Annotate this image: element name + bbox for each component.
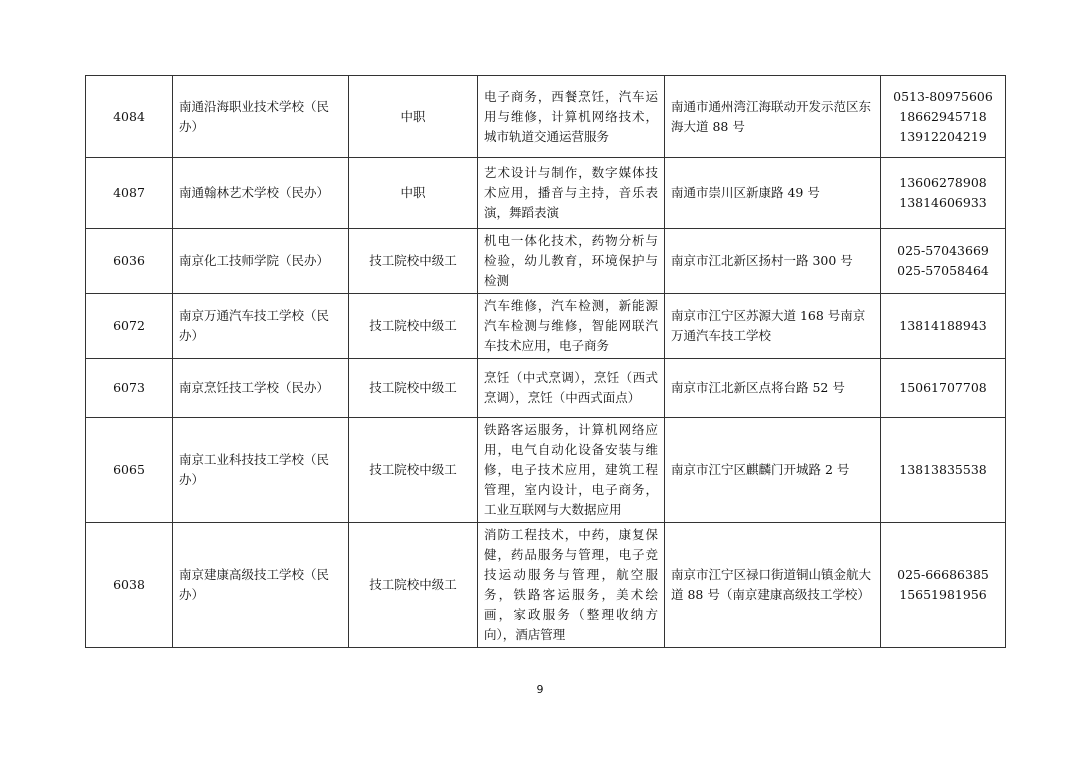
phone-number: 025-57043669 bbox=[897, 243, 989, 258]
school-name: 南京建康高级技工学校（民办） bbox=[173, 523, 349, 648]
school-code: 6073 bbox=[86, 359, 173, 418]
school-phones bbox=[881, 158, 1006, 229]
school-phones bbox=[881, 418, 1006, 523]
school-phones bbox=[881, 523, 1006, 648]
phone-number: 13912204219 bbox=[899, 128, 987, 144]
phone-number: 13814188943 bbox=[899, 318, 987, 333]
school-code: 6072 bbox=[86, 294, 173, 359]
table-row bbox=[86, 418, 1006, 523]
table-row bbox=[86, 229, 1006, 294]
school-majors: 机电一体化技术，药物分析与检验，幼儿教育，环境保护与检测 bbox=[478, 229, 665, 294]
school-address: 南京市江北新区点将台路 52 号 bbox=[665, 359, 881, 418]
school-phones bbox=[881, 229, 1006, 294]
table-row bbox=[86, 76, 1006, 158]
school-name: 南京烹饪技工学校（民办） bbox=[173, 359, 349, 418]
school-table bbox=[85, 75, 1006, 648]
school-name: 南通沿海职业技术学校（民办） bbox=[173, 76, 349, 158]
page-number: 9 bbox=[536, 683, 544, 696]
school-majors: 烹饪（中式烹调），烹饪（西式烹调），烹饪（中西式面点） bbox=[478, 359, 665, 418]
school-address: 南京市江宁区禄口街道铜山镇金航大道 88 号（南京建康高级技工学校） bbox=[665, 523, 881, 648]
school-level: 技工院校中级工 bbox=[349, 418, 478, 523]
school-majors: 铁路客运服务，计算机网络应用，电气自动化设备安装与维修，电子技术应用，建筑工程管理，室内设计，电子商务，工业互联网与大数据应用 bbox=[478, 418, 665, 523]
table-row bbox=[86, 523, 1006, 648]
school-majors: 艺术设计与制作，数字媒体技术应用，播音与主持，音乐表演，舞蹈表演 bbox=[478, 158, 665, 229]
school-level: 技工院校中级工 bbox=[349, 359, 478, 418]
phone-number: 13606278908 bbox=[899, 175, 987, 190]
phone-number: 13814606933 bbox=[899, 195, 987, 210]
school-name: 南京万通汽车技工学校（民办） bbox=[173, 294, 349, 359]
school-code: 6038 bbox=[86, 523, 173, 648]
phone-number: 025-57058464 bbox=[897, 263, 989, 278]
school-majors: 电子商务，西餐烹饪，汽车运用与维修，计算机网络技术，城市轨道交通运营服务 bbox=[478, 76, 665, 158]
school-phones bbox=[881, 294, 1006, 359]
school-level: 中职 bbox=[349, 76, 478, 158]
school-code: 6036 bbox=[86, 229, 173, 294]
school-address: 南京市江宁区麒麟门开城路 2 号 bbox=[665, 418, 881, 523]
school-code: 4084 bbox=[86, 76, 173, 158]
table-row bbox=[86, 294, 1006, 359]
school-phones bbox=[881, 76, 1006, 158]
table-row bbox=[86, 158, 1006, 229]
school-majors: 汽车维修，汽车检测，新能源汽车检测与维修，智能网联汽车技术应用，电子商务 bbox=[478, 294, 665, 359]
school-code: 6065 bbox=[86, 418, 173, 523]
phone-number: 0513-80975606 bbox=[893, 88, 993, 104]
school-address: 南通市崇川区新康路 49 号 bbox=[665, 158, 881, 229]
school-phones bbox=[881, 359, 1006, 418]
school-level: 中职 bbox=[349, 158, 478, 229]
phone-number: 025-66686385 bbox=[897, 567, 989, 582]
school-name: 南京化工技师学院（民办） bbox=[173, 229, 349, 294]
school-code: 4087 bbox=[86, 158, 173, 229]
school-level: 技工院校中级工 bbox=[349, 229, 478, 294]
school-level: 技工院校中级工 bbox=[349, 523, 478, 648]
school-name: 南京工业科技技工学校（民办） bbox=[173, 418, 349, 523]
school-name: 南通翰林艺术学校（民办） bbox=[173, 158, 349, 229]
school-address: 南京市江北新区扬村一路 300 号 bbox=[665, 229, 881, 294]
phone-number: 18662945718 bbox=[899, 108, 987, 124]
phone-number: 13813835538 bbox=[899, 462, 987, 477]
school-address: 南通市通州湾江海联动开发示范区东海大道 88 号 bbox=[665, 76, 881, 158]
phone-number: 15061707708 bbox=[899, 380, 987, 395]
school-address: 南京市江宁区苏源大道 168 号南京万通汽车技工学校 bbox=[665, 294, 881, 359]
school-majors: 消防工程技术，中药，康复保健，药品服务与管理，电子竞技运动服务与管理，航空服务，铁路客运服务，美术绘画，家政服务（整理收纳方向），酒店管理 bbox=[478, 523, 665, 648]
school-level: 技工院校中级工 bbox=[349, 294, 478, 359]
table-row bbox=[86, 359, 1006, 418]
phone-number: 15651981956 bbox=[899, 587, 987, 602]
